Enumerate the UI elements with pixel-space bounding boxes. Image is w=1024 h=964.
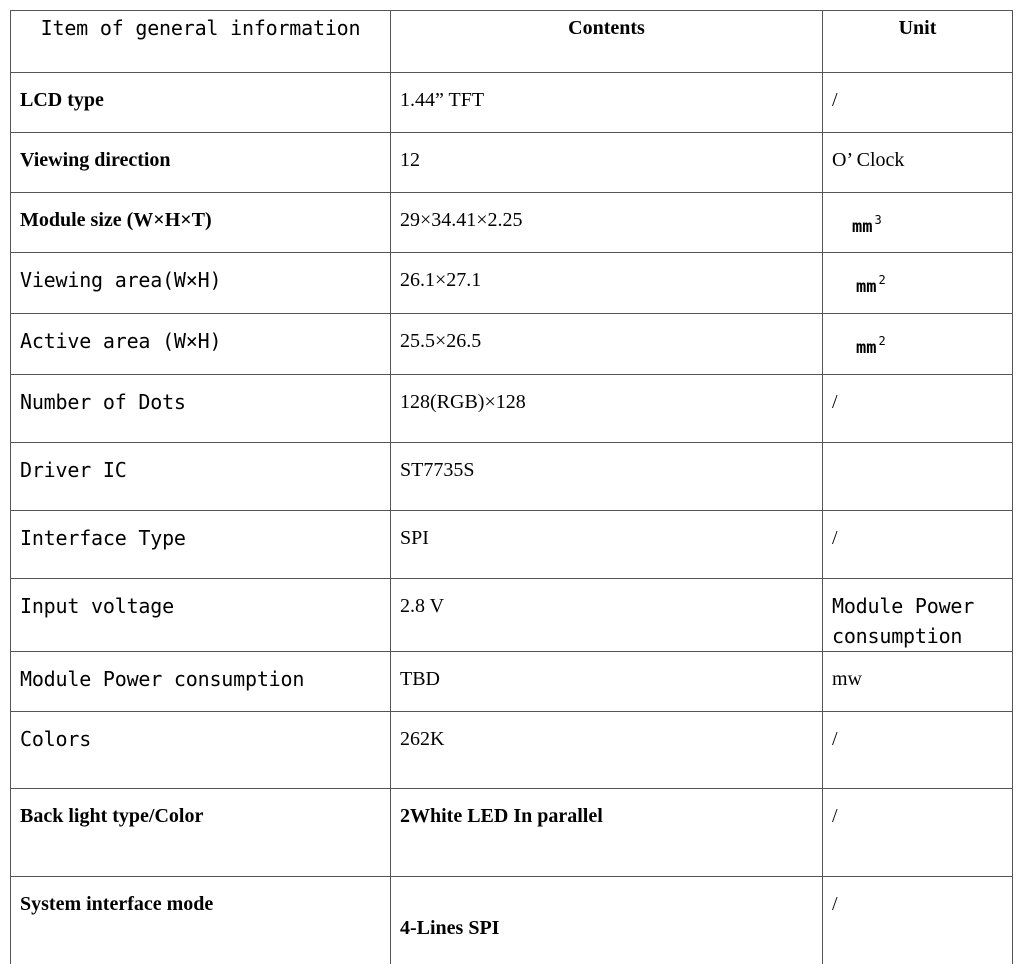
item-cell: Module size (W×H×T) bbox=[11, 193, 391, 253]
unit-cell: / bbox=[823, 712, 1013, 789]
table-row bbox=[11, 652, 1013, 712]
table-row bbox=[11, 712, 1013, 789]
item-cell: Input voltage bbox=[11, 579, 391, 652]
header-item: Item of general information bbox=[11, 11, 391, 73]
general-information-table bbox=[10, 10, 1013, 964]
contents-cell: 262K bbox=[391, 712, 823, 789]
contents-cell: SPI bbox=[391, 511, 823, 579]
unit-cell: mw bbox=[823, 652, 1013, 712]
unit-cell: / bbox=[823, 877, 1013, 964]
contents-cell: 1.44” TFT bbox=[391, 73, 823, 133]
contents-cell: TBD bbox=[391, 652, 823, 712]
table-row bbox=[11, 73, 1013, 133]
unit-cell: / bbox=[823, 375, 1013, 443]
unit-cell: Module Power consumption bbox=[823, 579, 1013, 652]
unit-cell bbox=[823, 314, 1013, 375]
table-row bbox=[11, 877, 1013, 964]
unit-cell bbox=[823, 443, 1013, 511]
table-row bbox=[11, 253, 1013, 314]
unit-base: mm bbox=[852, 217, 873, 237]
unit-base: mm bbox=[856, 277, 877, 297]
unit-cell: O’ Clock bbox=[823, 133, 1013, 193]
unit-mm2 bbox=[856, 326, 886, 363]
unit-exponent: 3 bbox=[874, 213, 882, 227]
table-row bbox=[11, 133, 1013, 193]
item-cell: System interface mode bbox=[11, 877, 391, 964]
table-row bbox=[11, 511, 1013, 579]
table-row bbox=[11, 193, 1013, 253]
unit-cell: / bbox=[823, 789, 1013, 877]
table-row bbox=[11, 579, 1013, 652]
unit-cell bbox=[823, 253, 1013, 314]
unit-mm3 bbox=[852, 205, 882, 242]
contents-cell: 2.8 V bbox=[391, 579, 823, 652]
contents-cell: 12 bbox=[391, 133, 823, 193]
table-header-row bbox=[11, 11, 1013, 73]
header-contents: Contents bbox=[391, 11, 823, 73]
contents-cell: 2White LED In parallel bbox=[391, 789, 823, 877]
contents-cell: 128(RGB)×128 bbox=[391, 375, 823, 443]
unit-cell: / bbox=[823, 73, 1013, 133]
table-row bbox=[11, 789, 1013, 877]
item-cell: Viewing area(W×H) bbox=[11, 253, 391, 314]
contents-text: 4-Lines SPI bbox=[400, 917, 500, 939]
contents-cell: ST7735S bbox=[391, 443, 823, 511]
item-cell: Back light type/Color bbox=[11, 789, 391, 877]
item-cell: LCD type bbox=[11, 73, 391, 133]
item-cell: Colors bbox=[11, 712, 391, 789]
unit-mm2 bbox=[856, 265, 886, 302]
item-cell: Module Power consumption bbox=[11, 652, 391, 712]
item-cell: Active area (W×H) bbox=[11, 314, 391, 375]
contents-cell bbox=[391, 877, 823, 964]
unit-cell: / bbox=[823, 511, 1013, 579]
contents-cell: 25.5×26.5 bbox=[391, 314, 823, 375]
table-row bbox=[11, 375, 1013, 443]
header-unit: Unit bbox=[823, 11, 1013, 73]
table-row bbox=[11, 314, 1013, 375]
unit-exponent: 2 bbox=[878, 273, 886, 287]
unit-cell bbox=[823, 193, 1013, 253]
contents-cell: 26.1×27.1 bbox=[391, 253, 823, 314]
item-cell: Number of Dots bbox=[11, 375, 391, 443]
unit-base: mm bbox=[856, 338, 877, 358]
unit-exponent: 2 bbox=[878, 334, 886, 348]
item-cell: Interface Type bbox=[11, 511, 391, 579]
contents-cell: 29×34.41×2.25 bbox=[391, 193, 823, 253]
table-row bbox=[11, 443, 1013, 511]
item-cell: Driver IC bbox=[11, 443, 391, 511]
item-cell: Viewing direction bbox=[11, 133, 391, 193]
